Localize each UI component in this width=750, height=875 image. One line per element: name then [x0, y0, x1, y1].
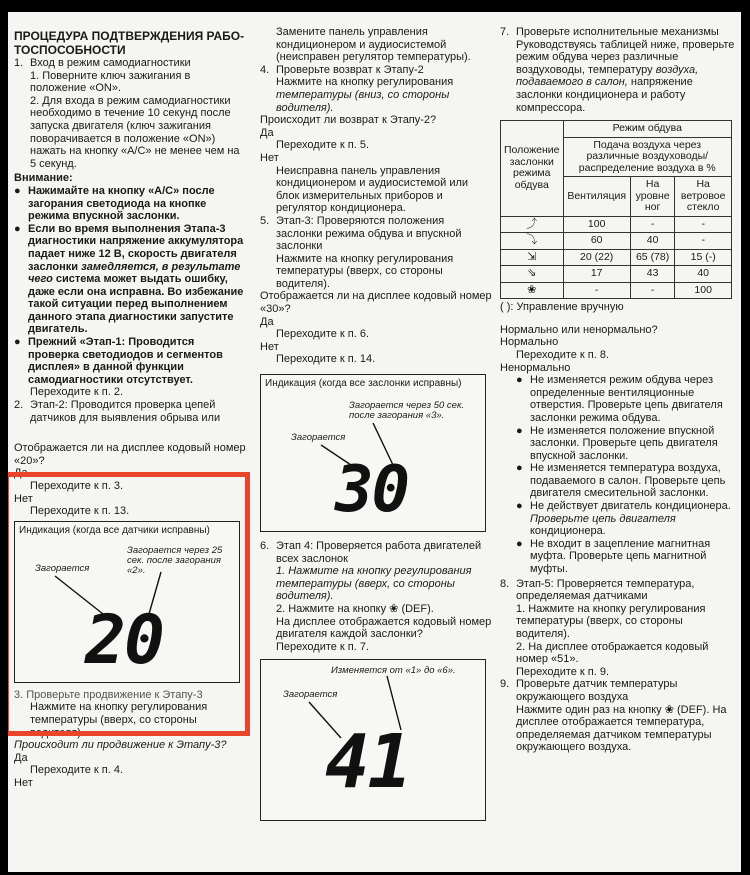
question-return: Происходит ли возврат к Этапу-2?: [260, 114, 437, 127]
yes-label: Да: [260, 315, 274, 328]
step-6-p1: 1. Нажмите на кнопку регулирования температуры (вверх, со стороны водителя).: [276, 565, 472, 603]
manual-page: [8, 12, 741, 872]
step-8-p1: 1. Нажмите на кнопку регулирования температуры (вверх, со стороны водителя).: [516, 602, 706, 640]
th-position: Положение заслонки режима обдува: [501, 121, 564, 217]
abnormal-item: ● Не изменяется положение впускной заслонки. Проверьте цепь двигателя впускной заслонки.: [516, 424, 718, 462]
th-mode: Режим обдува: [563, 121, 732, 138]
question-normal: Нормально или ненормально?: [500, 323, 658, 336]
abnormal-item: ● Не изменяется температура воздуха, подаваемого в салон. Проверьте цепь двигателя смесительной заслонки.: [516, 462, 726, 500]
step-2-text: Этап-2: Проводится проверка цепей датчиков для выявления обрыва или: [30, 399, 221, 424]
abnormal-label: Ненормально: [500, 361, 571, 374]
step-number: 8.: [500, 577, 510, 590]
step-number: 5.: [260, 214, 270, 227]
question-stage3: Происходит ли продвижение к Этапу-3?: [14, 739, 227, 752]
table-row: ⇲ 20 (22) 65 (78) 15 (-): [501, 249, 732, 266]
highlight-frame: [8, 472, 250, 736]
bullet-icon: ●: [516, 537, 523, 550]
goto-9: Переходите к п. 9.: [516, 665, 610, 678]
step-9-title: Проверьте датчик температуры окружающего воздуха: [516, 678, 678, 703]
goto-2: Переходите к п. 2.: [30, 386, 124, 399]
step-6-text: Этап 4: Проверяется работа двигателей всех заслонок: [276, 540, 482, 565]
vent-mode-icon: ⤴: [501, 216, 564, 233]
bullet-2: ● Если во время выполнения Этапа-3 диагностики напряжение аккумулятора падает ниже 12 В, скорость двигателя заслонки замедляется, в результате чего система может выдать ошибку, даже если она исправна. Во избежание такой ситуации перед выполнением данного этапа диагностики запустите двигатель.: [14, 222, 244, 336]
table-note: ( ): Управление вручную: [500, 301, 624, 314]
foot-mode-icon: ⇲: [501, 249, 564, 266]
step-number: 9.: [500, 678, 510, 691]
bullet-icon: ●: [516, 374, 523, 387]
faulty-text: Неисправна панель управления кондиционером и аудиосистемой или блок измерительных приборов и регулятор кондиционера.: [276, 164, 469, 215]
step-7-title: Проверьте исполнительные механизмы: [516, 26, 719, 38]
yes-label: Да: [260, 126, 274, 139]
goto-8: Переходите к п. 8.: [516, 348, 610, 361]
defrost-icon: ❀: [389, 603, 399, 615]
step-1-p2: 2. Для входа в режим самодиагностики необходимо в течение 10 секунд после запуска двигателя (ключ зажигания поворачивается в положение «ON») нажать на кнопку «A/C» не менее чем на 5 секунд.: [30, 94, 240, 170]
goto-5: Переходите к п. 5.: [276, 139, 370, 152]
table-row: ⤴ 100 - -: [501, 216, 732, 233]
step-8-p2: 2. На дисплее отображается кодовый номер «51».: [516, 640, 709, 666]
th-vent: Вентиляция: [563, 177, 630, 217]
question-20: Отображается ли на дисплее кодовый номер «20»?: [14, 442, 246, 467]
no-label: Нет: [14, 776, 33, 789]
question-30: Отображается ли на дисплее кодовый номер «30»?: [260, 290, 492, 316]
display-41-box: [260, 659, 486, 821]
segment-code: 30: [335, 453, 409, 528]
step-1-title: Вход в режим самодиагностики: [30, 57, 191, 69]
step-4-text: Нажмите на кнопку регулирования: [276, 76, 454, 89]
step-5-press: Нажмите на кнопку регулирования температуры (вверх, со стороны водителя).: [276, 252, 454, 290]
step-1-p1: 1. Поверните ключ зажигания в положение «ON».: [30, 69, 191, 95]
defrost-icon: ❀: [664, 703, 674, 716]
lights-label: Загорается: [283, 689, 338, 701]
segment-code: 41: [325, 719, 411, 806]
goto-6: Переходите к п. 6.: [276, 328, 370, 341]
abnormal-item: ● Не действует двигатель кондиционера. Проверьте цепь двигателя кондиционера.: [516, 500, 731, 538]
no-label: Нет: [14, 492, 33, 505]
bullet-icon: ●: [14, 222, 21, 235]
bullet-3: ● Прежний «Этап-1: Проводится проверка светодиодов и сегментов дисплея» в данной функции самодиагностики отсутствует.: [14, 336, 223, 386]
abnormal-item: ● Не изменяется режим обдува через определенные вентиляционные отверстия. Проверьте цепь двигателя заслонки режима обдува.: [516, 374, 723, 424]
column-2: Замените панель управления кондиционером и аудиосистемой (неисправен регулятор температуры). 4. Проверьте возврат к Этапу-2 Нажмите на кнопку регулирования температуры (вниз, со стороны водителя). Происходит ли возврат к Этапу-2? Да Переходите к п. 5. Нет Неисправна панель управления кондиционером и аудиосистемой или блок измерительных приборов и регулятор кондиционера. 5. Этап-3: Проверяются положения заслонки режима обдува и впускной заслонки Нажмите на кнопку регулирования температуры (вверх, со стороны водителя). Отображается ли на дисплее кодовый номер «30»? Да Переходите к п. 6. Нет Переходите к п. 14. Индикация (когда все заслонки исправны) Загорается через 50 сек. после загорания «3». Загорается 30 6. Этап 4: Проверяется работа двигателей всех заслонок 1. Нажмите на кнопку регулирования температуры (вверх, со стороны водителя). 2. Нажмите на кнопку ❀ (DEF). На дисплее отображается кодовый номер двигателя каждой заслонки? Переходите к п. 7. Изменяется от «1» до «6». Загорается 41: [260, 26, 492, 821]
step-4-italic: температуры (вниз, со стороны водителя).: [276, 88, 450, 114]
bullet-icon: ●: [516, 424, 523, 437]
normal-label: Нормально: [500, 336, 559, 349]
after-label: Загорается через 25 сек. после загорания «2».: [127, 544, 223, 576]
step-3-press: Нажмите на кнопку регулирования температуры (вверх, со стороны водителя).: [30, 701, 208, 739]
step-5-text: Этап-3: Проверяются положения заслонки режима обдува и впускной заслонки: [276, 214, 462, 253]
step-4-title: Проверьте возврат к Этапу-2: [276, 63, 424, 76]
th-supply: Подача воздуха через различные воздуховоды/распределение воздуха в %: [563, 137, 732, 177]
display-30-box: [260, 374, 486, 532]
bullet-icon: ●: [516, 462, 523, 475]
airflow-table: [500, 120, 732, 299]
after-label: Загорается через 50 сек. после загорания «3».: [349, 400, 465, 422]
attention-label: Внимание:: [14, 172, 73, 185]
step-number: 1.: [14, 57, 24, 69]
segment-code: 20: [85, 600, 163, 680]
table-row: ❀ - - 100: [501, 282, 732, 299]
step-number: 4.: [260, 63, 270, 76]
goto-4: Переходите к п. 4.: [30, 764, 124, 777]
yes-label: Да: [14, 751, 28, 764]
no-label: Нет: [260, 340, 279, 353]
th-glass: На ветровое стекло: [675, 177, 732, 217]
goto-14: Переходите к п. 14.: [276, 353, 376, 366]
section-title: ПРОЦЕДУРА ПОДТВЕРЖДЕНИЯ РАБО-ТОСПОСОБНОСТИ: [14, 29, 245, 57]
cut-line: 3. Проверьте продвижение к Этапу-3: [14, 688, 203, 701]
bullet-icon: ●: [14, 184, 21, 197]
lights-label: Загорается: [291, 432, 346, 444]
abnormal-item: ● Не входит в зацепление магнитная муфта. Проверьте цепь магнитной муфты.: [516, 537, 711, 576]
step-number: 7.: [500, 26, 510, 38]
step-6-p2c: На дисплее отображается кодовый номер двигателя каждой заслонки?: [276, 615, 492, 641]
defrost-mode-icon: ❀: [501, 282, 564, 299]
step-number: 2.: [14, 399, 24, 412]
goto-3: Переходите к п. 3.: [30, 480, 124, 492]
table-row: ⤵ 60 40 -: [501, 233, 732, 250]
bullet-icon: ●: [516, 500, 523, 513]
changes-label: Изменяется от «1» до «6».: [331, 665, 456, 677]
yes-label: Да: [14, 467, 28, 480]
box-title: Индикация (когда все заслонки исправны): [265, 378, 462, 390]
no-label: Нет: [260, 151, 279, 164]
goto-13: Переходите к п. 13.: [30, 505, 130, 518]
box-title: Индикация (когда все датчики исправны): [19, 524, 210, 536]
goto-7: Переходите к п. 7.: [276, 640, 370, 653]
column-3: 7. Проверьте исполнительные механизмы Руководствуясь таблицей ниже, проверьте режим обдува через различные воздуховоды, температуру воздуха, подаваемого в салон, напряжение заслонки кондиционера и работу компрессора. Положение заслонки режима обдува Режим обдува Подача воздуха через различные воздуховоды/распределение воздуха в % Вентиляция На уровне ног На ветровое стекло ⤴ 100 - - ⤵ 60 40 - ⇲ 20 (22) 65 (78) 15 (-) ⇘ 17 43 40 ❀ - - 100 ( ): Управление вручную Нормально или ненормально? Нормально Переходите к п. 8. Ненормально ● Не изменяется режим обдува через определенные вентиляционные отверстия. Проверьте цепь двигателя заслонки режима обдува. ● Не изменяется положение впускной заслонки. Проверьте цепь двигателя впускной заслонки. ● Не изменяется температура воздуха, подаваемого в салон. Проверьте цепь двигателя смесительной заслонки. ● Не действует двигатель кондиционера. Проверьте цепь двигателя кондиционера. ● Не входит в зацепление магнитная муфта. Проверьте цепь магнитной муфты. 8. Этап-5: Проверяется температура, определяемая датчиками 1. Нажмите на кнопку регулирования температуры (вверх, со стороны водителя). 2. На дисплее отображается кодовый номер «51». Переходите к п. 9. 9. Проверьте датчик температуры окружающего воздуха Нажмите один раз на кнопку ❀ (DEF). На дисплее отображается температура, определяемая датчиком температуры окружающего воздуха.: [500, 26, 735, 754]
lights-label: Загорается: [35, 562, 90, 574]
step-number: 6.: [260, 540, 270, 553]
table-row: ⇘ 17 43 40: [501, 266, 732, 283]
bilevel-mode-icon: ⤵: [501, 233, 564, 250]
step-8-title: Этап-5: Проверяется температура, определяемая датчиками: [516, 577, 695, 603]
bullet-icon: ●: [14, 336, 21, 349]
replace-text: Замените панель управления кондиционером и аудиосистемой (неисправен регулятор температуры).: [276, 26, 471, 64]
bullet-1: ● Нажимайте на кнопку «A/C» после загорания светодиода на кнопке режима впускной заслонки.: [14, 184, 215, 223]
th-feet: На уровне ног: [630, 177, 675, 217]
foot-defrost-mode-icon: ⇘: [501, 266, 564, 283]
